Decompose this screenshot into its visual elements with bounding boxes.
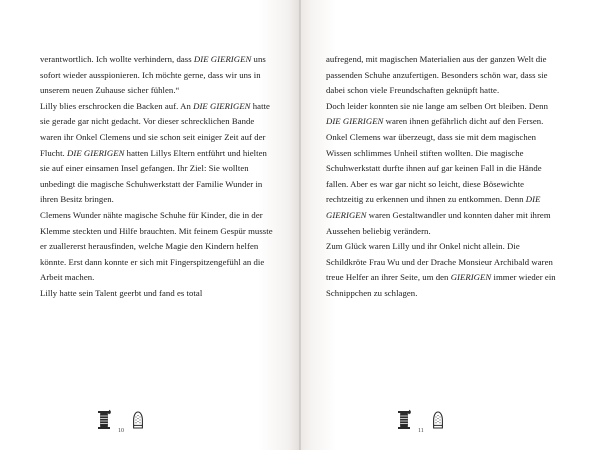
thimble-icon bbox=[130, 409, 146, 436]
paragraph: Clemens Wunder nähte magische Schuhe für Kinder, die in der Klemme steckten und Hilfe brauchten. Mit feinem Gespür musste er zuallererst herausfinden, welche Magie den Kindern helfen könnte. Erst dann konnte er sich mit Fingerspitzengefühl an die Arbeit machen. bbox=[40, 209, 273, 283]
italic-run: GIERIGEN bbox=[450, 272, 492, 283]
thimble-icon bbox=[430, 409, 446, 436]
italic-run: DIE GIERIGEN bbox=[326, 116, 384, 127]
page-number: 11 bbox=[418, 428, 424, 434]
right-page-footer bbox=[396, 409, 446, 436]
italic-run: DIE GIERIGEN bbox=[193, 54, 252, 64]
thread-spool-icon bbox=[396, 409, 412, 436]
paragraph: Lilly blies erschrocken die Backen auf. An DIE GIERIGEN hatte sie gerade gar nicht gedacht. Vor dieser schrecklichen Bande waren ihr Onkel Clemens und sie schon seit einiger Zeit auf der Flucht. DIE GIERIGEN hatten Lillys Eltern entführt und hielten sie auf einer einsamen Insel gefangen. Ihr Ziel: Sie wollten unbedingt die magische Schuhwerkstatt der Familie Wunder in ihren Besitz bringen. bbox=[40, 100, 270, 205]
paragraph: Doch leider konnten sie nie lange am selben Ort bleiben. Denn DIE GIERIGEN waren ihnen gefährlich dicht auf den Fersen. Onkel Clemens war überzeugt, dass sie mit dem magischen Wissen schlimmes Unheil stiften wollten. Die magische Schuhwerkstatt durfte ihnen auf gar keinen Fall in die Hände fallen. Aber es war gar nicht so leicht, diese Bösewichte rechtzeitig zu erkennen und ihnen zu entkommen. Denn DIE GIERIGEN waren Gestaltwandler und konnten daher mit ihrem Aussehen beliebig verändern. bbox=[326, 100, 551, 236]
paragraph: aufregend, mit magischen Materialien aus der ganzen Welt die passenden Schuhe anzufertigen. Besonders schön war, dass sie dabei schon viele Freundschaften geknüpft hatte. bbox=[326, 54, 548, 96]
paragraph: Zum Glück waren Lilly und ihr Onkel nicht allein. Die Schildkröte Frau Wu und der Drache Monsieur Archibald waren treue Helfer an ihrer Seite, um den GIERIGEN immer wieder ein Schnippchen zu schlagen. bbox=[326, 241, 556, 298]
paragraph: Lilly hatte sein Talent geerbt und fand es total bbox=[40, 287, 203, 298]
thread-spool-icon bbox=[96, 409, 112, 436]
right-page bbox=[300, 0, 600, 450]
italic-run: DIE GIERIGEN bbox=[67, 147, 125, 158]
right-page-text bbox=[326, 52, 560, 302]
italic-run: DIE GIERIGEN bbox=[193, 100, 251, 111]
page-number: 10 bbox=[118, 428, 124, 434]
left-page-text bbox=[40, 52, 274, 302]
left-page-footer bbox=[96, 409, 146, 436]
paragraph: verantwortlich. Ich wollte verhindern, dass DIE GIERIGEN uns sofort wieder ausspionieren. Ich möchte gerne, dass wir uns in unserem neuen Zuhause sicher fühlen.“ bbox=[40, 54, 266, 96]
book-gutter bbox=[299, 0, 301, 450]
italic-run: DIE GIERIGEN bbox=[326, 194, 541, 220]
